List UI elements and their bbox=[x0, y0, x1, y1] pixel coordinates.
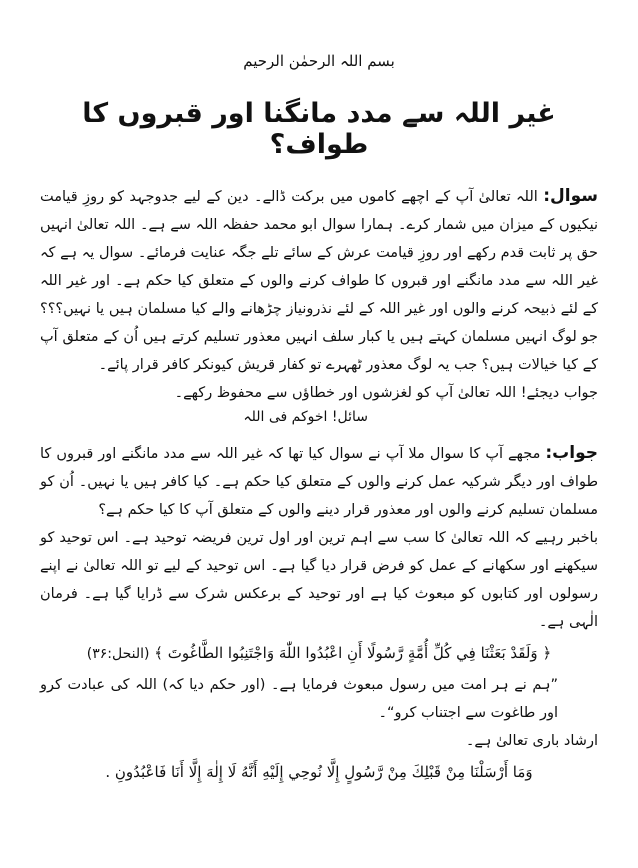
answer-label: جواب: bbox=[545, 443, 598, 463]
page-title: غیر اللہ سے مدد مانگنا اور قبروں کا طواف؟ bbox=[82, 98, 556, 160]
question-label: سوال: bbox=[543, 186, 599, 206]
quran-verse-1 bbox=[40, 638, 598, 669]
answer-paragraph-2: باخبر رہیے کہ اللہ تعالیٰ کا سب سے اہم ترین اور اول ترین فریضہ توحید ہے۔ اس توحید کو سیکھنے اور سکھانے کے عمل کو فرض قرار دیا گیا ہے۔ اس توحید کے لیے تو اللہ تعالیٰ نے اپنے رسولوں اور کتابوں کو مبعوث کیا ہے اور توحید کے برعکس شرک سے ڈرایا گیا ہے۔ فرمان الٰہی ہے۔ bbox=[40, 530, 598, 630]
bismillah-heading: بسم اللہ الرحمٰن الرحیم bbox=[243, 52, 395, 70]
verse-intro: ارشاد باری تعالیٰ ہے۔ bbox=[465, 733, 598, 749]
answer-text: مجھے آپ کا سوال ملا آپ نے سوال کیا تھا کہ غیر اللہ سے مدد مانگنے اور قبروں کا طواف اور دیگر شرکیہ عمل کرنے والوں کے متعلق کیا حکم ہے۔ کیا کافر ہیں یا نہیں۔ اُن کو مسلمان تسلیم کرنے والوں اور معذور قرار دینے والوں کے متعلق آپ کا کیا حکم ہے؟ bbox=[40, 446, 598, 518]
question-signature: سائل! اخوکم فی اللہ bbox=[243, 409, 368, 425]
answer-paragraph bbox=[40, 439, 598, 524]
question-closing: جواب دیجئے! اللہ تعالیٰ آپ کو لغزشوں اور خطاؤں سے محفوظ رکھے۔ bbox=[174, 385, 598, 401]
question-text: اللہ تعالیٰ آپ کے اچھے کاموں میں برکت ڈالے۔ دین کے لیے جدوجہد کو روزِ قیامت نیکیوں کے میزان میں شمار کرے۔ ہمارا سوال ابو محمد حفظہ اللہ سے ہے۔ اللہ تعالیٰ انہیں حق پر ثابت قدم رکھے اور روزِ قیامت عرش کے سائے تلے جگہ عنایت فرمائے۔ سوال یہ ہے کہ غیر اللہ سے مدد مانگنے اور قبروں کا طواف کرنے والوں کے متعلق کیا حکم ہے۔ اور غیر اللہ کے لئے ذبیحہ کرنے والوں اور غیر اللہ کے لئے نذرونیاز چڑھانے والے کیا مسلمان ہیں یا نہیں؟؟؟ جو لوگ انہیں مسلمان کہتے ہیں یا کبار سلف انہیں معذور تسلیم کرتے ہیں اُن کے متعلق آپ کے کیا خیالات ہیں؟ جب یہ لوگ معذور ٹھہرے تو کفار قریش کیونکر کافر قرار پائے۔ bbox=[40, 189, 598, 373]
quran-verse-1-reference: (النحل:۳۶) bbox=[86, 646, 150, 662]
quran-verse-2: وَمَا أَرْسَلْنَا مِنْ قَبْلِكَ مِنْ رَّسُولٍ إِلَّا نُوحِي إِلَيْهِ أَنَّهُ لَا إِلٰهَ إِلَّا أَنَا فَاعْبُدُونِ . bbox=[105, 763, 533, 781]
question-paragraph bbox=[40, 182, 598, 379]
verse-translation: ”ہم نے ہر امت میں رسول مبعوث فرمایا ہے۔ (اور حکم دیا کہ) اللہ کی عبادت کرو اور طاغوت سے اجتناب کرو“۔ bbox=[40, 677, 558, 721]
quran-verse-1-text: ﴿ وَلَقَدْ بَعَثْنَا فِي كُلِّ أُمَّةٍ رَّسُولًا أَنِ اعْبُدُوا اللّٰهَ وَاجْتَنِبُوا الطَّاغُوتَ ﴾ bbox=[154, 644, 552, 662]
